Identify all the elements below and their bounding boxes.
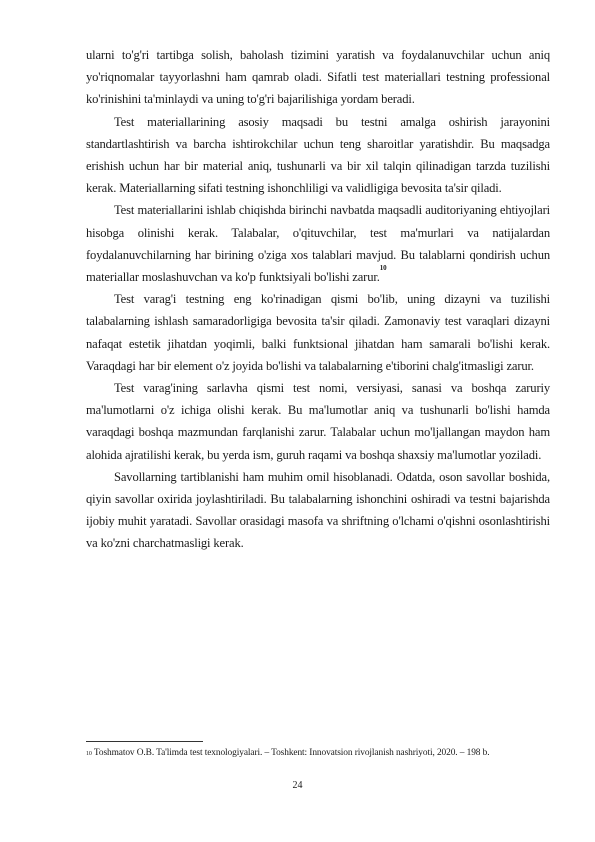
paragraph-2	[86, 111, 550, 200]
paragraph-1	[86, 44, 550, 111]
paragraph-4	[86, 288, 550, 377]
footnote-number: 10	[86, 751, 92, 757]
paragraph-1-text: ularni to'g'ri tartibga solish, baholash tizimini yaratish va foydalanuvchilar uchun aniq yo'riqnomalar tayyorlashni ham qamrab oladi. Sifatli test materiallari testning professional ko'rinishini ta'minlaydi va uning to'g'ri bajarilishiga yordam beradi.	[86, 48, 550, 107]
paragraph-6	[86, 466, 550, 555]
footnote-divider	[86, 741, 203, 742]
paragraph-3-text: Test materiallarini ishlab chiqishda birinchi navbatda maqsadli auditoriyaning ehtiyojlari hisobga olinishi kerak. Talabalar, o'qituvchilar, test ma'murlari va natijalardan foydalanuvchilarning har birining o'ziga xos talablari mavjud. Bu talablarni qondirish uchun materiallar moslashuvchan va ko'p funktsiyali bo'lishi zarur.	[86, 203, 550, 285]
footnote-text: Toshmatov O.B. Ta'limda test texnologiyalari. – Toshkent: Innovatsion rivojlanish nashriyoti, 2020. – 198 b.	[93, 748, 490, 758]
footnote	[86, 745, 550, 762]
page-number: 24	[292, 780, 303, 791]
paragraph-6-text: Savollarning tartiblanishi ham muhim omil hisoblanadi. Odatda, oson savollar boshida, qiyin savollar oxirida joylashtiriladi. Bu talabalarning ishonchini oshiradi va testni bajarishda ijobiy muhit yaratadi. Savollar orasidagi masofa va shriftning o'lchami o'qishni osonlashtirishi va ko'zni charchatmasligi kerak.	[86, 469, 550, 551]
paragraph-2-text: Test materiallarining asosiy maqsadi bu testni amalga oshirish jarayonini standartlashtirish va barcha ishtirokchilar uchun teng sharoitlar yaratishdir. Bu maqsadga erishish uchun har bir material aniq, tushunarli va bir xil talqin qilinadigan tarzda tuzilishi kerak. Materiallarning sifati testning ishonchliligi va validligiga bevosita ta'sir qiladi.	[86, 114, 550, 196]
paragraph-5	[86, 377, 550, 466]
paragraph-4-text: Test varag'i testning eng ko'rinadigan qismi bo'lib, uning dizayni va tuzilishi talabalarning ishlash samaradorligiga bevosita ta'sir qiladi. Zamonaviy test varaqlari dizayni nafaqat estetik jihatdan yoqimli, balki funktsional jihatdan ham samarali bo'lishi kerak. Varaqdagi har bir element o'z joyida bo'lishi va talabalarning e'tiborini chalg'itmasligi zarur.	[86, 292, 550, 373]
paragraph-3	[86, 199, 550, 288]
page-body	[86, 44, 550, 555]
paragraph-5-text: Test varag'ining sarlavha qismi test nomi, versiyasi, sanasi va boshqa zaruriy ma'lumotlarni o'z ichiga olishi kerak. Bu ma'lumotlar aniq va tushunarli bo'lishi hamda varaqdagi boshqa mazmundan farqlanishi zarur. Talabalar uchun mo'ljallangan maydon ham alohida ajratilishi kerak, bu yerda ism, guruh raqami va boshqa shaxsiy ma'lumotlar yoziladi.	[86, 381, 550, 462]
footnote-reference[interactable]: 10	[379, 264, 387, 273]
